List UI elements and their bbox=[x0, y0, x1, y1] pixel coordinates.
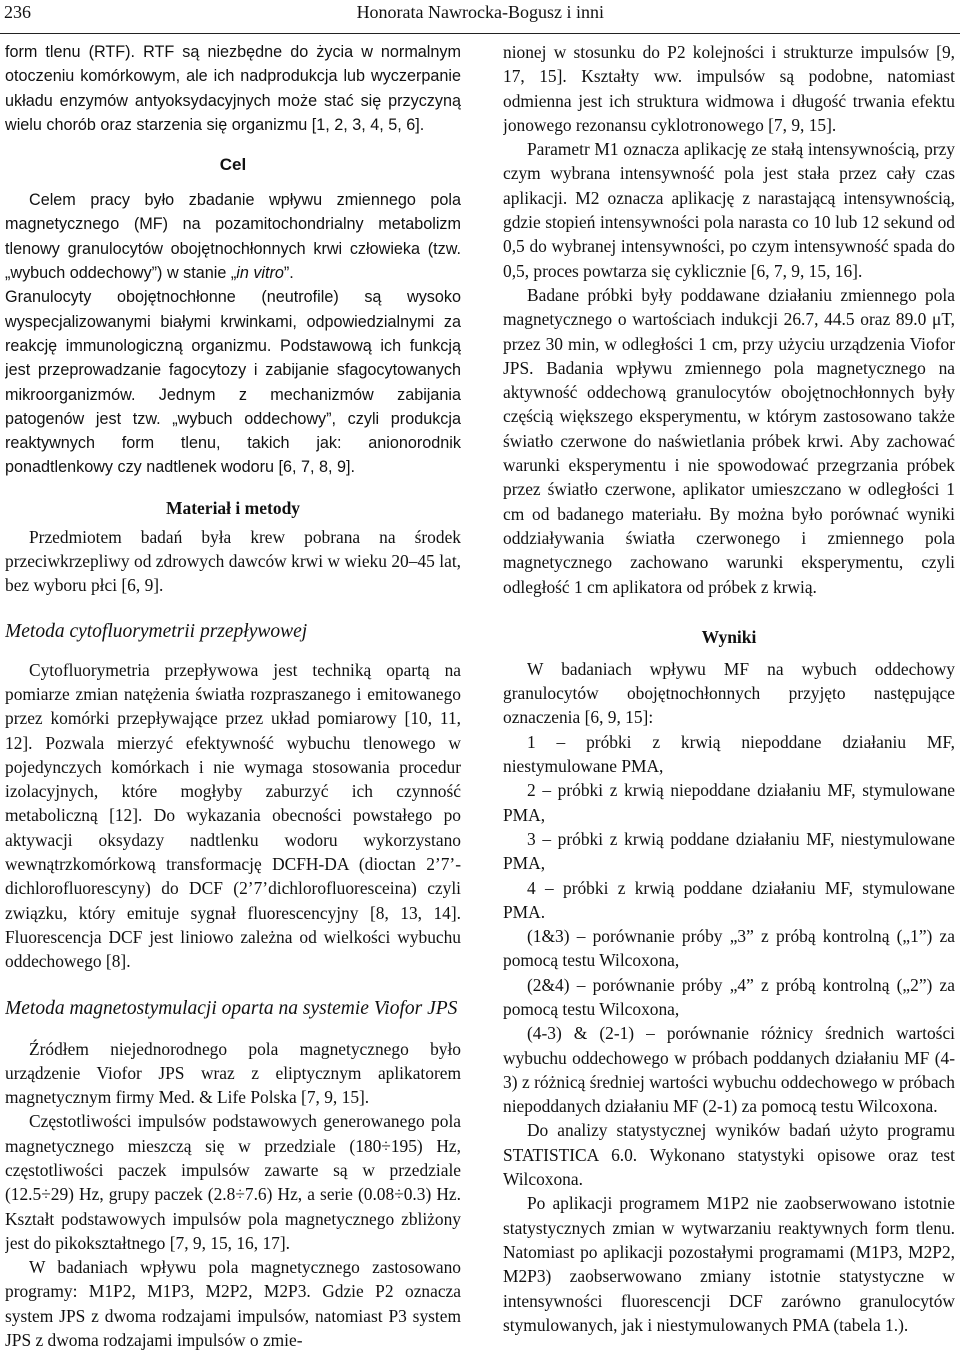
section-heading-wyniki: Wyniki bbox=[701, 626, 757, 647]
results-list-item-2: 2 – próbki z krwią niepoddane działaniu MF, stymulowane PMA, bbox=[503, 780, 955, 825]
results-comparison-3: (4-3) & (2-1) – porównanie różnicy średnich wartości wybuchu oddechowego w próbach poddanych działaniu MF (4-3) z różnicą średniej wartości wybuchu oddechowego w próbach niepoddanych działaniu MF (2-1) za pomocą testu Wilcoxona. bbox=[503, 1023, 955, 1117]
results-list-item-4: 4 – próbki z krwią poddane działaniu MF, stymulowane PMA. bbox=[503, 877, 955, 922]
left-column bbox=[5, 40, 461, 1364]
subsection-heading-cytometry: Metoda cytofluorymetrii przepływowej bbox=[5, 620, 308, 642]
section-heading-cel: Cel bbox=[219, 155, 247, 175]
continued-paragraph: nionej w stosunku do P2 kolejności i strukturze impulsów [9, 17, 15]. Kształty ww. impulsów są podobne, natomiast odmienna jest ich struktura widmowa i długość trwania efektu jonowego rezonansu cyklotronowego [7, 9, 15]. bbox=[503, 42, 955, 135]
cel-paragraph-2: Granulocyty obojętnochłonne (neutrofile) są wysoko wyspecjalizowanymi białymi krwinkami, odpowiedzialnymi za reakcję immunologiczną organizmu. Podstawową ich funkcją jest przeprowadzanie fagocytozy i zabijanie sfagocytowanych mikroorganizmów. Jednym z mechanizmów zabijania patogenów jest tzw. „wybuch oddechowy”, czyli produkcja reaktywnych form tlenu, takich jak: anionorodnik ponadtlenkowy czy nadtlenek wodoru [6, 7, 8, 9]. bbox=[5, 288, 461, 477]
statistics-paragraph: Do analizy statystycznej wyników badań użyto programu STATISTICA 6.0. Wykonano statystyki opisowe oraz test Wilcoxona. bbox=[503, 1120, 955, 1190]
cel-p1-italic: in vitro bbox=[236, 264, 284, 283]
running-title: Honorata Nawrocka-Bogusz i inni bbox=[356, 2, 604, 22]
magnetostimulation-paragraph-1: Źródłem niejednorodnego pola magnetycznego było urządzenie Viofor JPS wraz z eliptycznym aplikatorem magnetycznym firmy Med. & Life Polska [7, 9, 15]. bbox=[5, 1038, 461, 1108]
magnetostimulation-paragraph-3: W badaniach wpływu pola magnetycznego zastosowano programy: M1P2, M1P3, M2P2, M2P3. Gdzie P2 oznacza system JPS z dwoma rodzajami impulsów, natomiast P3 system JPS z dwoma rodzajami impulsów o zmie- bbox=[5, 1257, 461, 1351]
results-final-paragraph: Po aplikacji programem M1P2 nie zaobserwowano istotnie statystycznych zmian w wytwarzaniu reaktywnych form tlenu. Natomiast po aplikacji pozostałymi programami (M1P3, M2P2, M2P3) zaobserwowano zmiany istotnie statystyczne w intensywności fluorescencji DCF zarówno granulocytów stymulowanych, jak i niestymulowanych PMA (tabela 1.). bbox=[503, 1193, 955, 1335]
right-column bbox=[503, 40, 955, 1364]
results-comparison-1: (1&3) – porównanie próby „3” z próbą kontrolną („1”) za pomocą testu Wilcoxona, bbox=[503, 926, 955, 971]
cel-paragraph-1 bbox=[5, 188, 461, 285]
parameter-paragraph: Parametr M1 oznacza aplikację ze stałą intensywnością, przy czym wybrana intensywność pola jest stała przez cały czas aplikacji. M2 oznacza aplikację z narastającą intensywnością, gdzie stopień intensywności pola narasta co 10 lub 12 sekund od 0,5 do wybranej intensywności, po czym intensywność spada do 0,5, proces powtarza się cyklicznie [6, 7, 9, 15, 16]. bbox=[503, 139, 955, 281]
results-list-item-3: 3 – próbki z krwią poddane działaniu MF, niestymulowane PMA, bbox=[503, 828, 955, 874]
cytometry-paragraph: Cytofluorymetria przepływowa jest techniką opartą na pomiarze zmian natężenia światła rozpraszanego i emitowanego przez komórki przepływające przez układ pomiarowy [10, 11, 12]. Pozwala mierzyć efektywność wybuchu tlenowego w pojedynczych komórkach i nie wymaga stosowania procedur izolacyjnych, które mogłyby zaburzyć ich czynność metaboliczną [12]. Do wykazania obecności powstałego po aktywacji oksydazy nadtlenku wodoru wykorzystano wewnątrzkomórkową transformację DCFH-DA (dioctan 2’7’-dichlorofluorescyny) do DCF (2’7’dichlorofluoresceina) czyli związku, który emituje sygnał fluorescencyjny [8, 13, 14]. Fluorescencja DCF jest liniowo zależna od wielkości wybuchu oddechowego [8]. bbox=[5, 659, 461, 972]
cel-p1-text: Celem pracy było zbadanie wpływu zmiennego pola magnetycznego (MF) na pozamitochondrialny metabolizm tlenowy granulocytów obojętnochłonnych krwi człowieka (tzw. „wybuch oddechowy”) w stanie „ bbox=[5, 191, 461, 283]
page-number: 236 bbox=[4, 2, 31, 22]
cel-p1-end: ”. bbox=[283, 264, 294, 283]
intro-paragraph: form tlenu (RTF). RTF są niezbędne do życia w normalnym otoczeniu komórkowym, ale ich nadprodukcja lub wyczerpanie układu enzymów antyoksydacyjnych może stać się przyczyną wielu chorób oraz starzenia się organizmu [1, 2, 3, 4, 5, 6]. bbox=[5, 43, 461, 134]
subsection-heading-magnetostimulation: Metoda magnetostymulacji oparta na systemie Viofor JPS bbox=[5, 997, 458, 1019]
magnetostimulation-paragraph-2: Częstotliwości impulsów podstawowych generowanego pola magnetycznego mieszczą się w przedziale (180÷195) Hz, częstotliwości paczek impulsów zawarte są w przedziale (12.5÷29) Hz, grupy paczek (2.8÷7.6) Hz, a serie (0.08÷0.3) Hz. Kształt podstawowych impulsów pola magnetycznego zbliżony jest do pikokształtnego [7, 9, 15, 16, 17]. bbox=[5, 1111, 461, 1253]
page-header bbox=[0, 0, 960, 34]
material-paragraph-1: Przedmiotem badań była krew pobrana na środek przeciwkrzepliwy od zdrowych dawców krwi w wieku 20–45 lat, bez wyboru płci [6, 9]. bbox=[5, 526, 461, 596]
results-comparison-2: (2&4) – porównanie próby „4” z próbą kontrolną („2”) za pomocą testu Wilcoxona, bbox=[503, 974, 955, 1019]
samples-paragraph: Badane próbki były poddawane działaniu zmiennego pola magnetycznego o wartościach indukcji 26.7, 44.5 oraz 89.0 μT, przez 30 min, w odległości 1 cm, przy użyciu urządzenia Viofor JPS. Badania wpływu zmiennego pola magnetycznego na aktywność oddechową granulocytów obojętnochłonnych były częścią większego eksperymentu, w którym zastosowano także światło czerwone do naświetlania próbek krwi. Aby zachować warunki eksperymentu i nie spowodować przegrzania próbek przez światło czerwone, aplikator umieszczano w odległości 1 cm od badanego materiału. By można było porównać wyniki oddziaływania światła czerwonego i zmiennego pola magnetycznego zachowano warunki eksperymentu, czyli odległość 1 cm aplikatora od próbek z krwią. bbox=[503, 284, 955, 597]
section-heading-material: Materiał i metody bbox=[165, 497, 301, 518]
results-paragraph-1: W badaniach wpływu MF na wybuch oddechowy granulocytów obojętnochłonnych przyjęto następujące oznaczenia [6, 9, 15]: bbox=[503, 658, 955, 728]
results-list-item-1: 1 – próbki z krwią niepoddane działaniu MF, niestymulowane PMA, bbox=[503, 731, 955, 777]
